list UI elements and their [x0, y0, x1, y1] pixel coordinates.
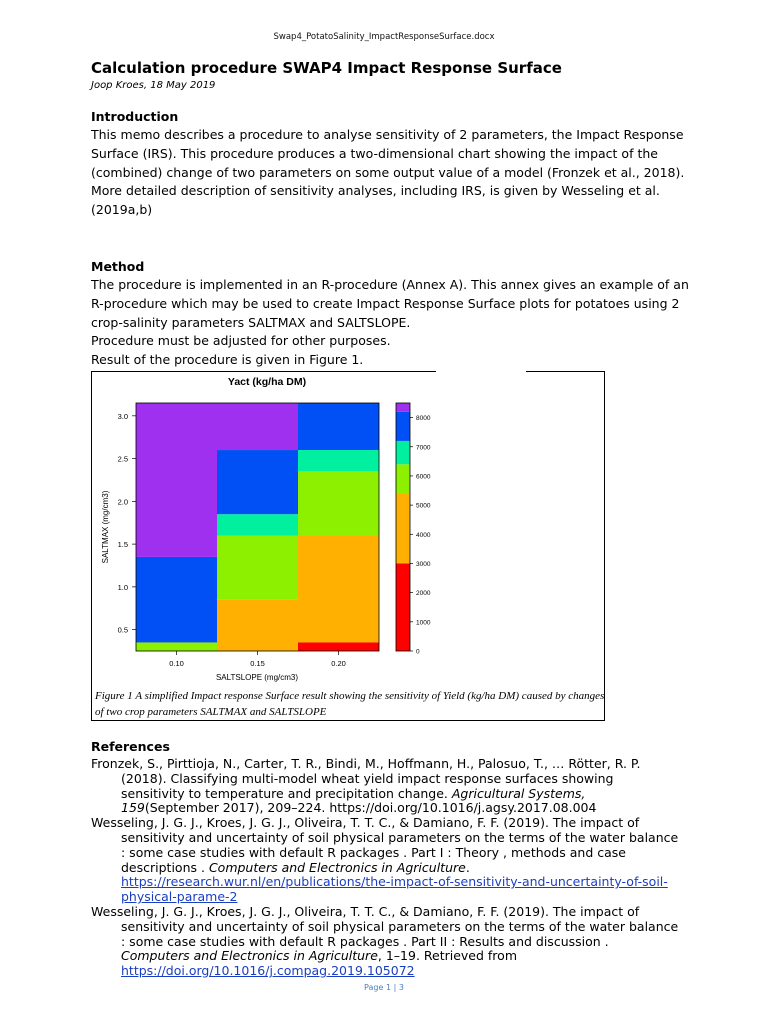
y-tick-label: 2.0 — [117, 497, 128, 507]
page-title: Calculation procedure SWAP4 Impact Response Surface — [91, 59, 562, 77]
method-paragraph: Procedure must be adjusted for other purposes. — [91, 333, 391, 349]
method-paragraph: Result of the procedure is given in Figure 1. — [91, 352, 364, 368]
references-list — [91, 757, 681, 979]
legend-tick-label: 6000 — [416, 473, 431, 481]
heatmap-cell — [298, 403, 379, 450]
legend-color-bin — [396, 493, 410, 563]
legend-tick-label: 8000 — [416, 415, 431, 423]
heatmap-cell — [298, 642, 379, 651]
heatmap-cell — [298, 450, 379, 471]
author-line: Joop Kroes, 18 May 2019 — [91, 80, 216, 91]
heatmap-cell — [298, 471, 379, 535]
heatmap-cell — [298, 536, 379, 643]
legend-tick-label: 4000 — [416, 531, 431, 539]
legend-color-bin — [396, 403, 410, 412]
legend-tick-label: 5000 — [416, 502, 431, 510]
heatmap-cell — [217, 514, 298, 535]
heatmap-cell — [217, 600, 298, 651]
document-filename-header: Swap4_PotatoSalinity_ImpactResponseSurface.docx — [273, 32, 495, 42]
page-total: 3 — [398, 983, 404, 992]
heatmap-cell — [217, 403, 298, 450]
introduction-paragraph: This memo describes a procedure to analyse sensitivity of 2 parameters, the Impact Response Surface (IRS). This procedure produces a two-dimensional chart showing the impact of the (combined) change of two parameters on some output value of a model (Fronzek et al., 2018). — [91, 127, 685, 180]
heatmap-cell — [136, 642, 217, 651]
references-heading: References — [91, 739, 170, 754]
y-tick-label: 1.0 — [117, 582, 128, 592]
introduction-paragraph: More detailed description of sensitivity analyses, including IRS, is given by Wesseling et al. (2019a,b) — [91, 183, 660, 218]
legend-tick-label: 7000 — [416, 444, 431, 452]
legend-color-bin — [396, 563, 410, 651]
legend-tick-label: 3000 — [416, 560, 431, 568]
legend-tick-label: 0 — [416, 648, 420, 656]
heatmap-cell — [217, 536, 298, 600]
x-axis-label: SALTSLOPE (mg/cm3) — [215, 673, 299, 682]
y-tick-label: 2.5 — [117, 454, 128, 464]
chart-title: Yact (kg/ha DM) — [227, 376, 307, 388]
page-number: 1 — [385, 983, 392, 992]
legend-color-bin — [396, 464, 410, 493]
x-tick-label: 0.20 — [331, 659, 346, 668]
method-paragraph: The procedure is implemented in an R-procedure (Annex A). This annex gives an example of an R-procedure which may be used to create Impact Response Surface plots for potatoes using 2 crop-salinity parameters SALTMAX and SALTSLOPE. — [91, 277, 689, 330]
page-footer: Page 1 | 3 — [364, 983, 404, 992]
legend-color-bin — [396, 441, 410, 464]
x-tick-label: 0.10 — [169, 659, 184, 668]
legend-color-bin — [396, 412, 410, 441]
figure-caption: Figure 1 A simplified Impact response Surface result showing the sensitivity of Yield (kg/ha DM) caused by changes of two crop parameters SALTMAX and SALTSLOPE — [95, 690, 605, 718]
heatmap-cell — [136, 403, 217, 557]
y-tick-label: 0.5 — [117, 625, 128, 635]
y-tick-label: 3.0 — [117, 411, 128, 421]
x-tick-label: 0.15 — [250, 659, 265, 668]
impact-response-surface-chart — [92, 372, 604, 687]
introduction-heading: Introduction — [91, 109, 179, 124]
reference-item: Fronzek, S., Pirttioja, N., Carter, T. R., Bindi, M., Hoffmann, H., Palosuo, T., … Rötter, R. P. (2018). Classifying multi-model wheat yield impact response surfaces showing sensitivity to temperature and precipitation change. Agricultural Systems, 159(September 2017), 209–224. https://doi.org/10.1016/j.agsy.2017.08.004 — [91, 756, 641, 816]
y-tick-label: 1.5 — [117, 540, 128, 550]
y-axis-label: SALTMAX (mg/cm3) — [101, 490, 110, 564]
legend-tick-label: 1000 — [416, 619, 431, 627]
reference-item: Wesseling, J. G. J., Kroes, J. G. J., Oliveira, T. T. C., & Damiano, F. F. (2019). The impact of sensitivity and uncertainty of soil physical parameters on the terms of the water balance : some case studies with default R packages . Part I : Theory , methods and case descriptions . Computers and Electronics in Agriculture. https://research.wur.nl/en/publications/the-impact-of-sensitivity-and-uncertainty-of-soil-physical-parame-2 — [91, 815, 679, 905]
legend-tick-label: 2000 — [416, 590, 431, 598]
reference-link[interactable]: https://research.wur.nl/en/publications/the-impact-of-sensitivity-and-uncertainty-of-soil-physical-parame-2 — [121, 874, 668, 905]
method-body — [91, 276, 691, 370]
method-heading: Method — [91, 259, 145, 274]
introduction-body — [91, 126, 691, 220]
heatmap-cell — [136, 557, 217, 643]
heatmap-cell — [217, 450, 298, 514]
reference-item: Wesseling, J. G. J., Kroes, J. G. J., Oliveira, T. T. C., & Damiano, F. F. (2019). The impact of sensitivity and uncertainty of soil physical parameters on the terms of the water balance : some case studies with default R packages . Part II : Results and discussion . Computers and Electronics in Agriculture, 1–19. Retrieved from https://doi.org/10.1016/j.compag.2019.105072 — [91, 903, 679, 979]
reference-link[interactable]: https://doi.org/10.1016/j.compag.2019.105072 — [121, 963, 415, 979]
